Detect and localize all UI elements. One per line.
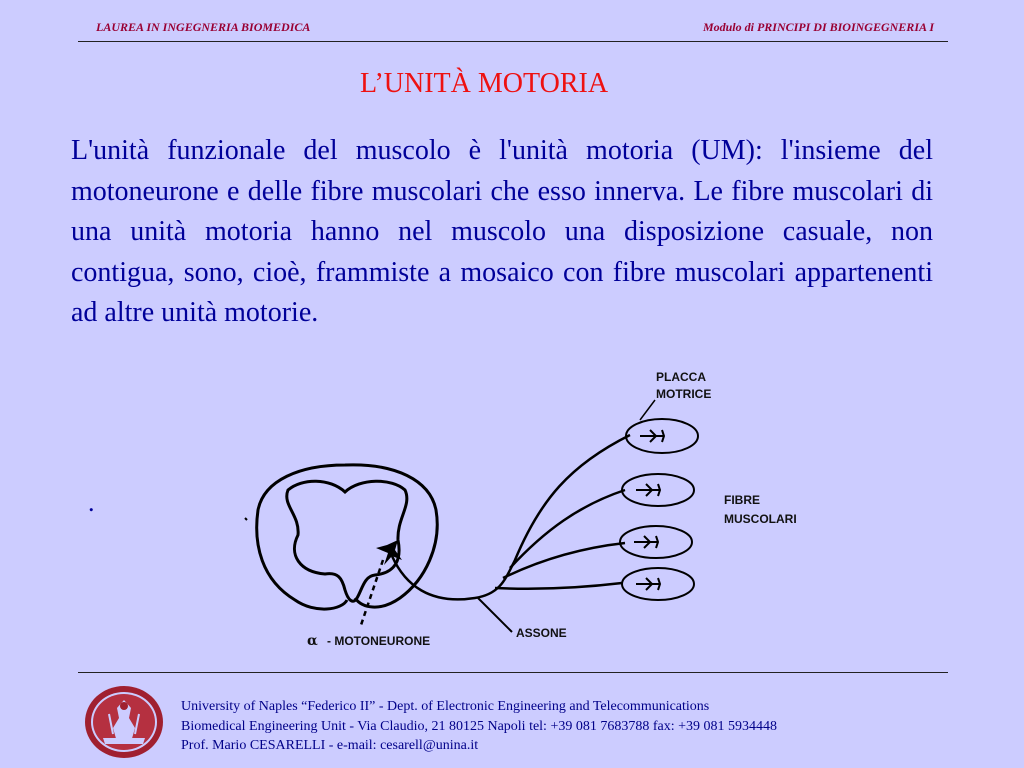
- label-motoneurone: - MOTONEURONE: [327, 634, 431, 648]
- label-alpha: α: [307, 633, 318, 649]
- placca-pointer: [640, 400, 655, 420]
- university-seal-logo: [83, 684, 165, 760]
- axon-branch-2: [510, 490, 625, 568]
- footer-contact: [181, 697, 777, 756]
- label-motrice: MOTRICE: [656, 387, 712, 401]
- footer-professor: Prof. Mario CESARELLI - e-mail: cesarell@unina.it: [181, 738, 479, 753]
- label-assone: ASSONE: [516, 626, 567, 640]
- bullet-dot: .: [88, 488, 95, 517]
- footer-university: University of Naples “Federico II” - Dept. of Electronic Engineering and Telecommunications: [181, 699, 710, 714]
- muscle-fibres: [620, 419, 698, 600]
- axon-branch-4: [495, 583, 622, 589]
- slide-title: L’UNITÀ MOTORIA: [359, 68, 609, 99]
- header-course-title: LAUREA IN INGEGNERIA BIOMEDICA: [96, 20, 311, 34]
- end-plates: [634, 430, 664, 590]
- motoneuron-pointer: [360, 560, 383, 628]
- assone-pointer: [478, 598, 512, 632]
- header-module-title: Modulo di PRINCIPI DI BIOINGEGNERIA I: [702, 20, 934, 34]
- footer-address: Biomedical Engineering Unit - Via Claudio, 21 80125 Napoli tel: +39 081 7683788 fax: +39 081 5934448: [181, 718, 778, 734]
- spinal-cord-section: [257, 465, 437, 609]
- label-fibre: FIBRE: [724, 493, 760, 507]
- label-placca: PLACCA: [656, 370, 706, 384]
- stray-mark: [245, 518, 247, 520]
- label-muscolari: MUSCOLARI: [724, 512, 797, 526]
- footer-divider: [78, 672, 948, 673]
- body-paragraph: L'unità funzionale del muscolo è l'unità motoria (UM): l'insieme del motoneurone e delle fibre muscolari che esso innerva. Le fibre muscolari di una unità motoria hanno nel muscolo una disposizione casuale, non contigua, sono, cioè, frammiste a mosaico con fibre muscolari appartenenti ad altre unità motorie.: [71, 135, 933, 329]
